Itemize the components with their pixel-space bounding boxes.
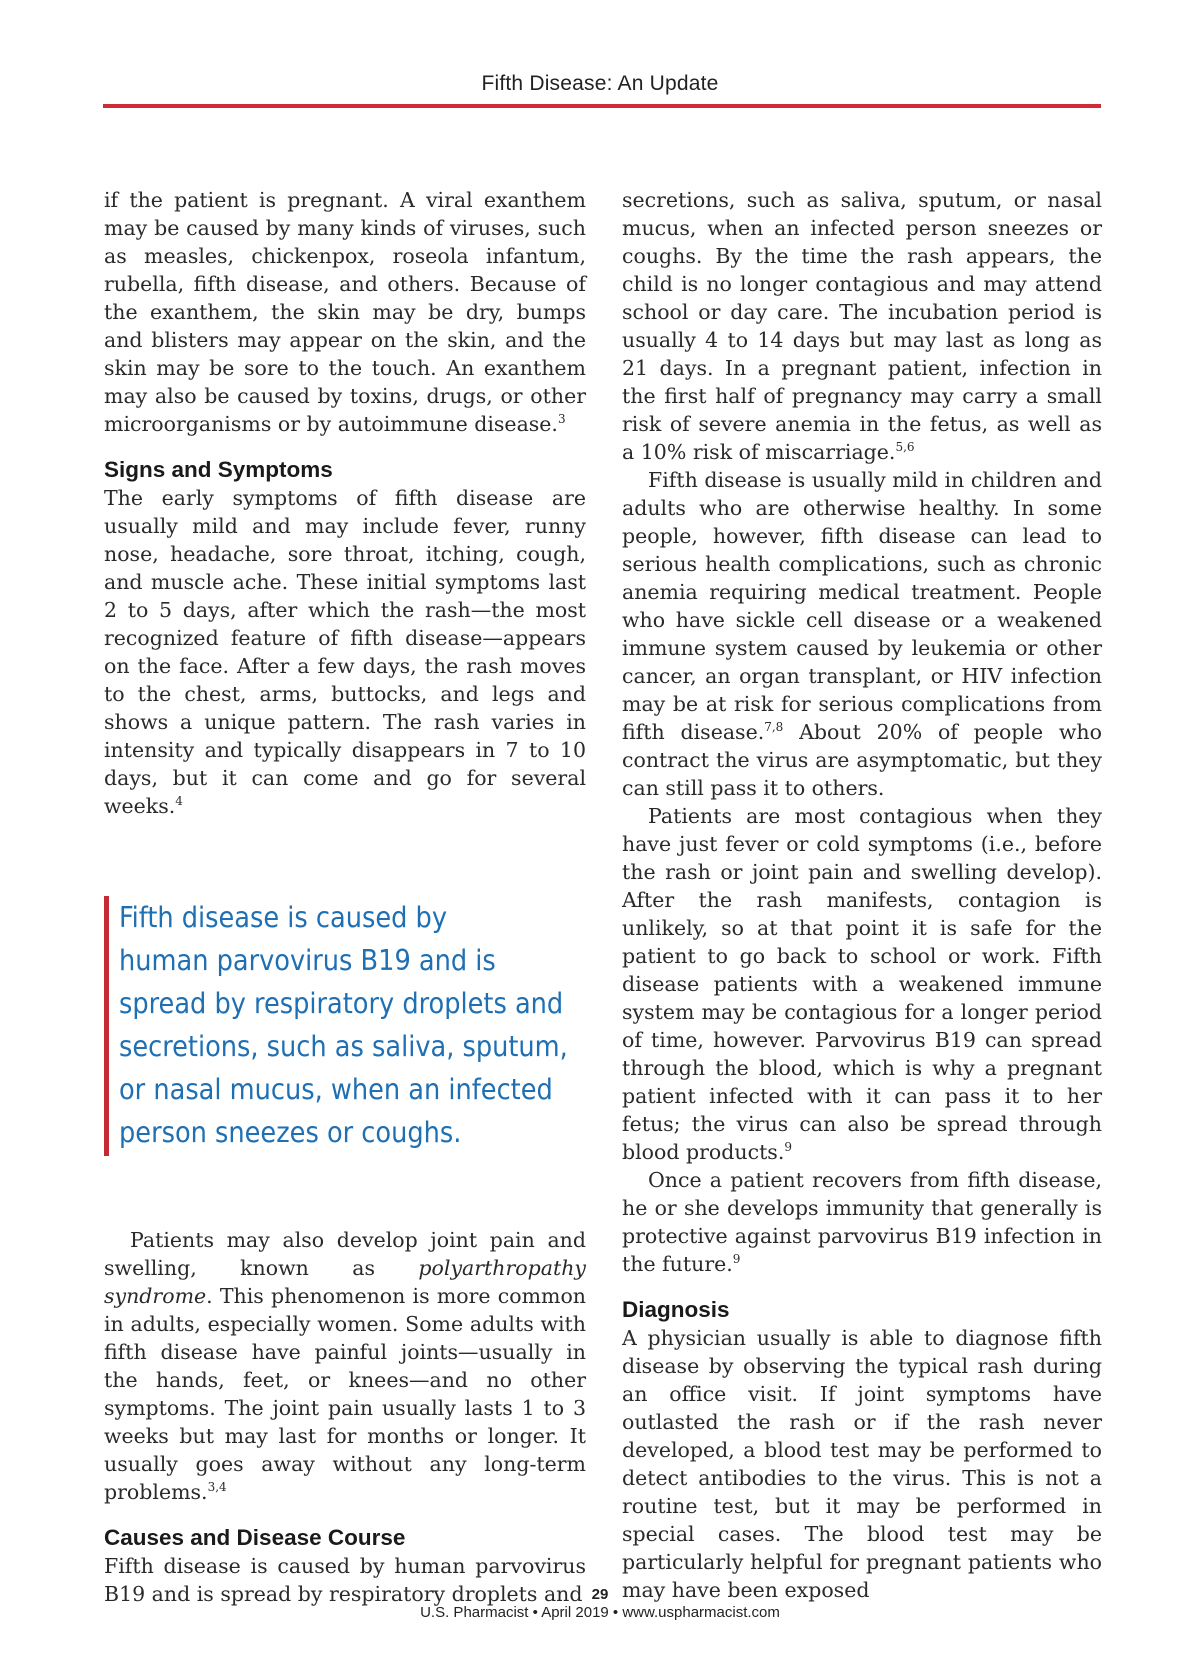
reference: 9 bbox=[784, 1140, 792, 1154]
section-heading-signs: Signs and Symptoms bbox=[104, 457, 333, 482]
paragraph: if the patient is pregnant. A viral exanthem may be caused by many kinds of viruses, such as measles, chickenpox, roseola infantum, rubella, fifth disease, and others. Because of the exanthem, the skin may be dry, bumps and blisters may appear on the skin, and the skin may be sore to the touch. An exanthem may also be caused by toxins, drugs, or other microorganisms or by autoimmune disease.$^3$ bbox=[104, 188, 586, 436]
pull-quote-line: spread by respiratory droplets and bbox=[119, 987, 564, 1020]
reference: 7,8 bbox=[764, 720, 784, 734]
reference: 4 bbox=[175, 794, 183, 808]
reference: 5,6 bbox=[895, 440, 915, 454]
term-italic: polyarthropathy syndrome bbox=[104, 1256, 586, 1308]
right-column bbox=[622, 186, 1102, 1604]
paragraph: The early symptoms of fifth disease are usually mild and may include fever, runny nose, headache, sore throat, itching, cough, and muscle ache. These initial symptoms last 2 to 5 days, after which the rash—the most recognized feature of fifth disease—appears on the face. After a few days, the rash moves to the chest, arms, buttocks, and legs and shows a unique pattern. The rash varies in intensity and typically disappears in 7 to 10 days, but it can come and go for several weeks.$^4$ bbox=[104, 486, 586, 818]
paragraph: Fifth disease is usually mild in children and adults who are otherwise healthy. In some people, however, fifth disease can lead to serious health complications, such as chronic anemia requiring medical treatment. People who have sickle cell disease or a weakened immune system caused by leukemia or other cancer, an organ transplant, or HIV infection may be at risk for serious complications from fifth disease.$^{7,8}$ About 20% of people who contract the virus are asymptomatic, but they can still pass it to others. bbox=[622, 468, 1102, 800]
paragraph: Patients are most contagious when they have just fever or cold symptoms (i.e., before the rash or joint pain and swelling develop). After the rash manifests, contagion is unlikely, so at that point it is safe for the patient to go back to school or work. Fifth disease patients with a weakened immune system may be contagious for a longer period of time, however. Parvovirus B19 can spread through the blood, which is why a pregnant patient infected with it can pass it to her fetus; the virus can also be spread through blood products.$^9$ bbox=[622, 804, 1102, 1164]
pull-quote-line: or nasal mucus, when an infected bbox=[119, 1073, 553, 1106]
reference: 3 bbox=[557, 412, 566, 426]
reference: 3,4 bbox=[207, 1480, 227, 1494]
section-heading-causes: Causes and Disease Course bbox=[104, 1525, 406, 1550]
paragraph: secretions, such as saliva, sputum, or nasal mucus, when an infected person sneezes or coughs. By the time the rash appears, the child is no longer contagious and may attend school or day care. The incubation period is usually 4 to 14 days but may last as long as 21 days. In a pregnant patient, infection in the first half of pregnancy may carry a small risk of severe anemia in the fetus, as well as a 10% risk of miscarriage.$^{5,6}$ bbox=[622, 188, 1102, 464]
pull-quote bbox=[104, 896, 586, 1156]
paragraph: A physician usually is able to diagnose fifth disease by observing the typical rash during an office visit. If joint symptoms have outlasted the rash or if the rash never developed, a blood test may be performed to detect antibodies to the virus. This is not a routine test, but it may be performed in special cases. The blood test may be particularly helpful for pregnant patients who may have been exposed bbox=[622, 1326, 1102, 1602]
page-number: 29 bbox=[591, 1586, 609, 1603]
paragraph: Fifth disease is caused by human parvovirus B19 and is spread by respiratory droplets and bbox=[104, 1554, 586, 1606]
paragraph: Patients may also develop joint pain and swelling, known as polyarthropathy syndrome. This phenomenon is more common in adults, especially women. Some adults with fifth disease have painful joints—usually in the hands, feet, or knees—and no other symptoms. The joint pain usually lasts 1 to 3 weeks but may last for months or longer. It usually goes away without any long-term problems.$^{3,4}$ bbox=[104, 1228, 586, 1504]
running-head: Fifth Disease: An Update bbox=[481, 72, 719, 95]
footer-citation: U.S. Pharmacist • April 2019 • www.uspharmacist.com bbox=[420, 1604, 780, 1621]
paragraph: Once a patient recovers from fifth disease, he or she develops immunity that generally is protective against parvovirus B19 infection in the future.$^9$ bbox=[622, 1168, 1102, 1276]
pull-quote-line: secretions, such as saliva, sputum, bbox=[119, 1030, 568, 1063]
reference: 9 bbox=[732, 1252, 741, 1266]
section-heading-diagnosis: Diagnosis bbox=[622, 1297, 730, 1322]
left-column bbox=[104, 186, 586, 1608]
pull-quote-line: person sneezes or coughs. bbox=[119, 1116, 462, 1149]
header-rule bbox=[103, 104, 1101, 108]
pull-quote-line: human parvovirus B19 and is bbox=[119, 944, 496, 977]
pull-quote-line: Fifth disease is caused by bbox=[119, 901, 448, 934]
